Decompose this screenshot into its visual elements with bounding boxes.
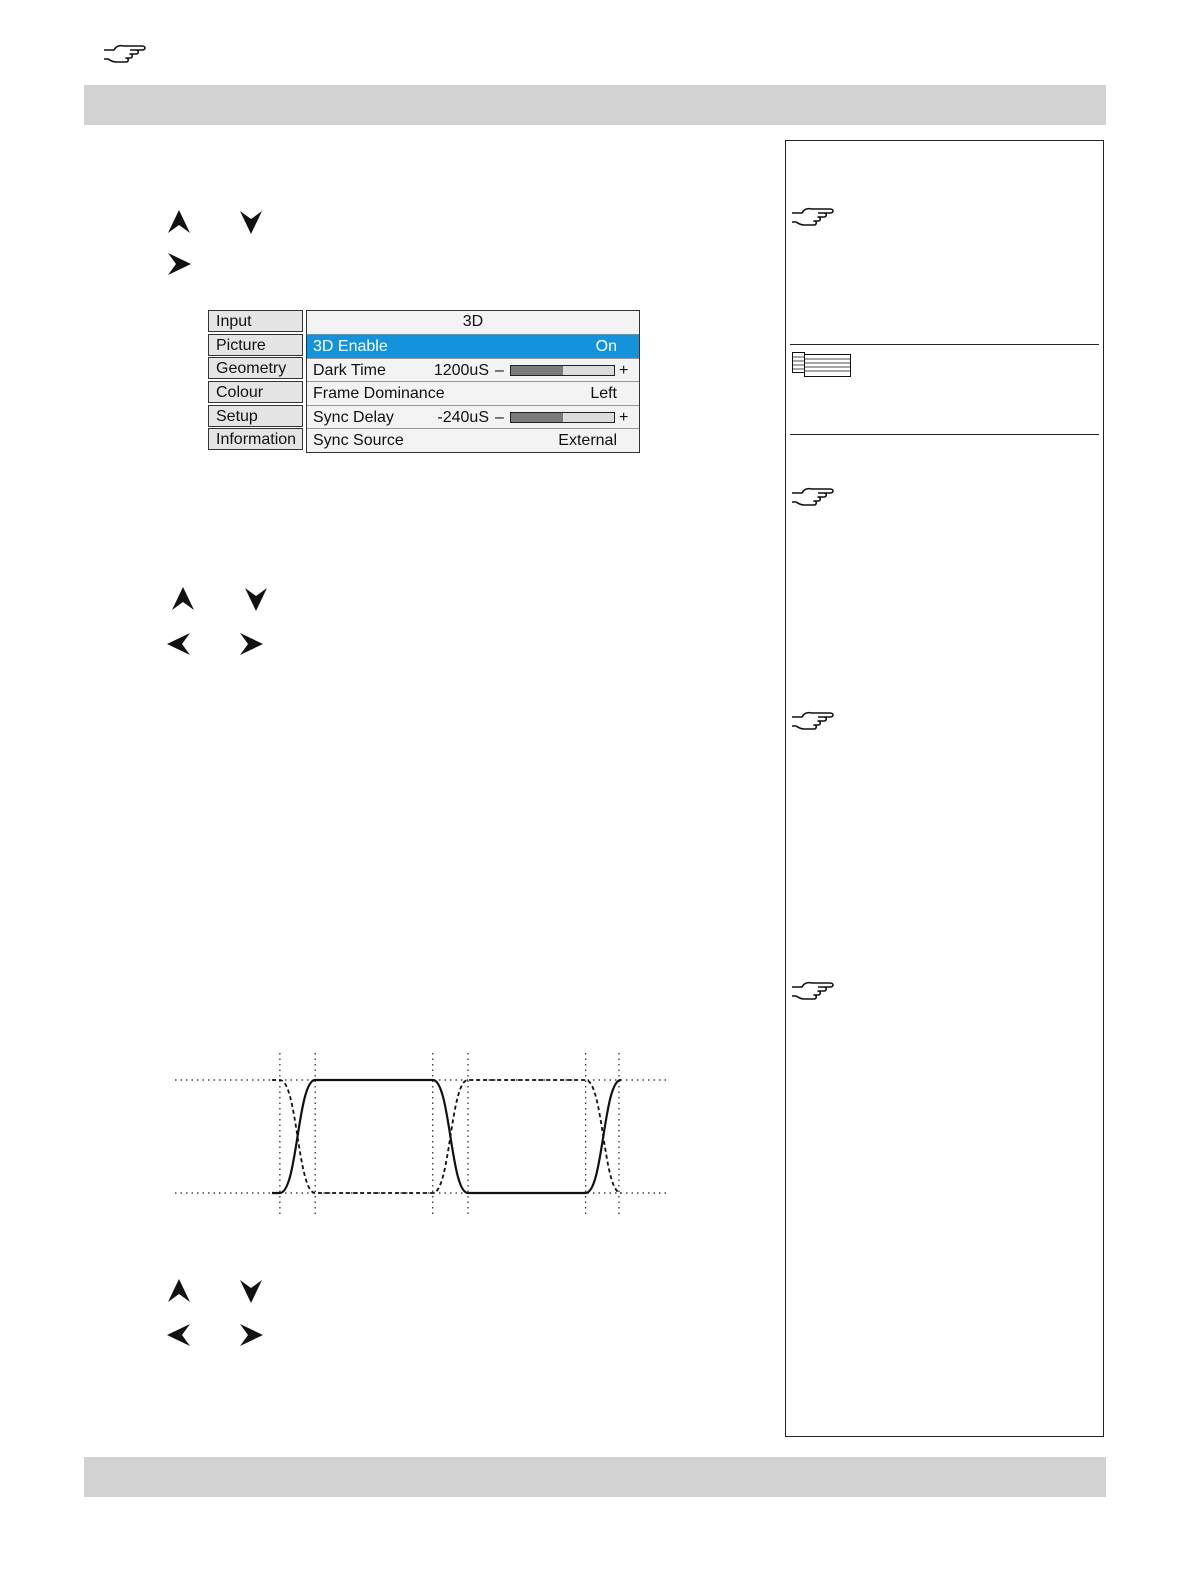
slider-minus[interactable]: –: [495, 361, 504, 379]
pointing-hand-icon: [102, 42, 150, 66]
pointing-hand-icon: [790, 979, 838, 1003]
up-arrow-icon: [170, 585, 196, 613]
footer-band: [84, 1457, 1106, 1497]
osd-nav-picture[interactable]: Picture: [208, 334, 303, 356]
pointing-hand-icon: [790, 709, 838, 733]
osd-nav-input[interactable]: Input: [208, 310, 303, 332]
left-arrow-icon: [166, 630, 192, 658]
osd-row-dark-time[interactable]: [307, 359, 639, 383]
osd-nav-colour[interactable]: Colour: [208, 381, 303, 403]
notes-sidebar: [785, 140, 1104, 1437]
down-arrow-icon: [238, 208, 264, 236]
pointing-hand-icon: [790, 485, 838, 509]
sidebar-divider: [790, 344, 1099, 345]
osd-nav-setup[interactable]: Setup: [208, 405, 303, 427]
series-solid-line: [272, 1080, 621, 1193]
osd-row-sync-delay[interactable]: [307, 406, 639, 430]
down-arrow-icon: [243, 585, 269, 613]
right-arrow-icon: [238, 1321, 264, 1349]
row-value: -240uS: [437, 408, 489, 426]
header-band: [84, 85, 1106, 125]
up-arrow-icon: [166, 1277, 192, 1305]
row-label: Frame Dominance: [313, 385, 445, 403]
row-label: Sync Source: [313, 432, 404, 450]
down-arrow-icon: [238, 1277, 264, 1305]
menu-table-icon: [792, 352, 852, 378]
right-arrow-icon: [238, 630, 264, 658]
left-arrow-icon: [166, 1321, 192, 1349]
osd-row-frame-dominance[interactable]: [307, 382, 639, 406]
series-dashed-line: [272, 1080, 621, 1193]
row-label: Sync Delay: [313, 408, 394, 426]
row-label: 3D Enable: [313, 338, 388, 355]
slider-fill: [511, 413, 563, 422]
sidebar-divider: [790, 434, 1099, 435]
slider-fill: [511, 366, 563, 375]
up-arrow-icon: [166, 208, 192, 236]
row-value: On: [595, 338, 617, 355]
right-arrow-icon: [166, 250, 192, 278]
dark-time-slider[interactable]: [510, 365, 615, 376]
osd-row-sync-source[interactable]: [307, 429, 639, 453]
osd-panel-title: 3D: [307, 311, 639, 335]
osd-panel: [306, 310, 640, 453]
row-value: 1200uS: [433, 361, 489, 379]
slider-plus[interactable]: +: [619, 408, 629, 426]
slider-plus[interactable]: +: [619, 361, 629, 379]
timing-chart: [165, 1050, 685, 1220]
row-label: Dark Time: [313, 361, 386, 379]
osd-nav: [208, 310, 303, 452]
osd-nav-information[interactable]: Information: [208, 428, 303, 450]
osd-row-3d-enable[interactable]: [307, 335, 639, 359]
osd-nav-geometry[interactable]: Geometry: [208, 357, 303, 379]
row-value: External: [558, 432, 617, 450]
pointing-hand-icon: [790, 205, 838, 229]
sync-delay-slider[interactable]: [510, 412, 615, 423]
row-value: Left: [590, 385, 617, 403]
slider-minus[interactable]: –: [495, 408, 504, 426]
